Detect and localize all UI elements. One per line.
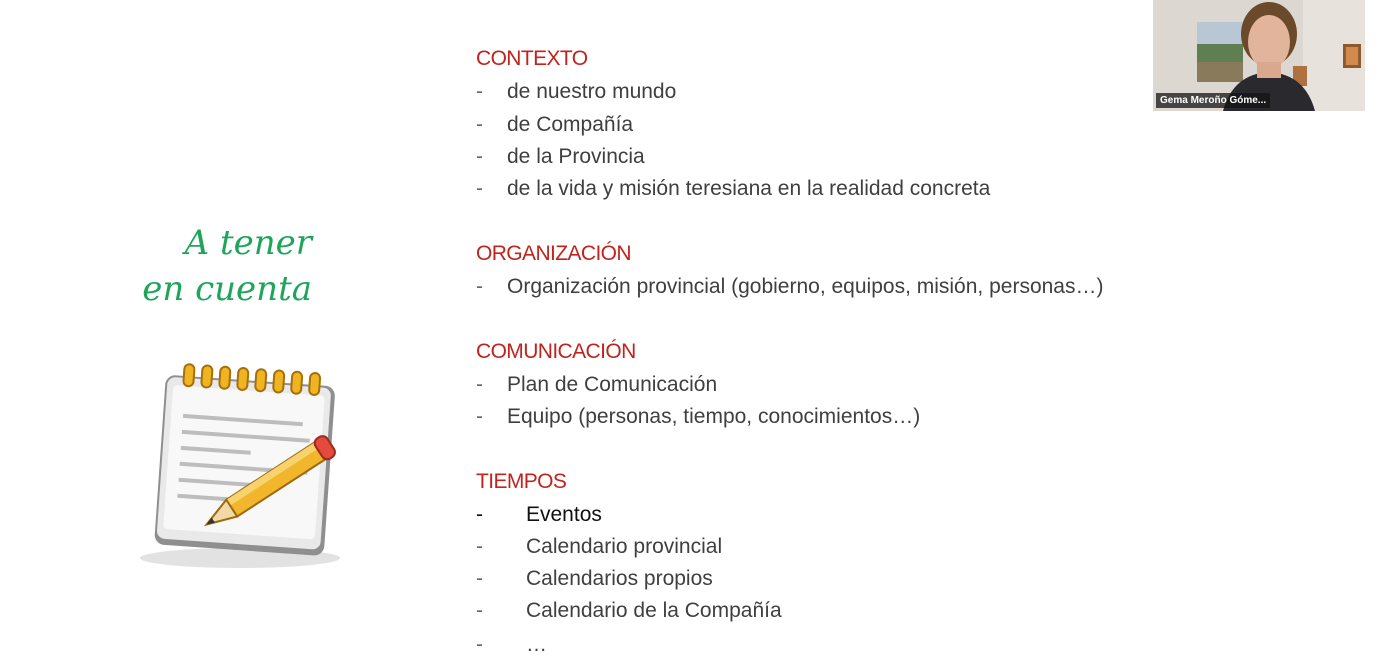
list-item-text: …	[526, 633, 547, 656]
list-item-text: Eventos	[526, 503, 602, 526]
bullet-dash: -	[476, 373, 483, 396]
tagline-line-1: A tener	[184, 223, 312, 263]
bullet-dash: -	[476, 599, 483, 622]
bullet-dash: -	[476, 633, 483, 656]
list-item-text: de Compañía	[507, 113, 634, 136]
list-item-text: Calendarios propios	[526, 567, 713, 590]
bullet-dash: -	[476, 80, 483, 103]
list-item-text: de nuestro mundo	[507, 80, 677, 103]
section-heading-organizacion: ORGANIZACIÓN	[476, 242, 631, 265]
list-item-text: Organización provincial (gobierno, equipos, misión, personas…)	[507, 275, 1104, 298]
list-item-text: Calendario de la Compañía	[526, 599, 782, 622]
section-heading-contexto: CONTEXTO	[476, 47, 588, 70]
list-item-text: Equipo (personas, tiempo, conocimientos…)	[507, 405, 921, 428]
list-item-text: Plan de Comunicación	[507, 373, 718, 396]
bullet-dash: -	[476, 275, 483, 298]
notepad-with-pencil-icon	[132, 362, 348, 572]
bullet-dash: -	[476, 567, 483, 590]
bullet-dash: -	[476, 405, 483, 428]
tagline-line-2: en cuenta	[142, 269, 312, 309]
list-item-text: Calendario provincial	[526, 535, 723, 558]
bullet-dash: -	[476, 503, 483, 526]
list-item-text: de la Provincia	[507, 145, 645, 168]
list-item-text: de la vida y misión teresiana en la realidad concreta	[507, 177, 991, 200]
bullet-dash: -	[476, 177, 483, 200]
section-heading-comunicacion: COMUNICACIÓN	[476, 340, 636, 363]
bullet-dash: -	[476, 145, 483, 168]
section-heading-tiempos: TIEMPOS	[476, 470, 567, 493]
bullet-dash: -	[476, 535, 483, 558]
bullet-dash: -	[476, 113, 483, 136]
participant-video-tile[interactable]	[1153, 0, 1365, 111]
participant-name-label: Gema Meroño Góme...	[1156, 93, 1270, 108]
